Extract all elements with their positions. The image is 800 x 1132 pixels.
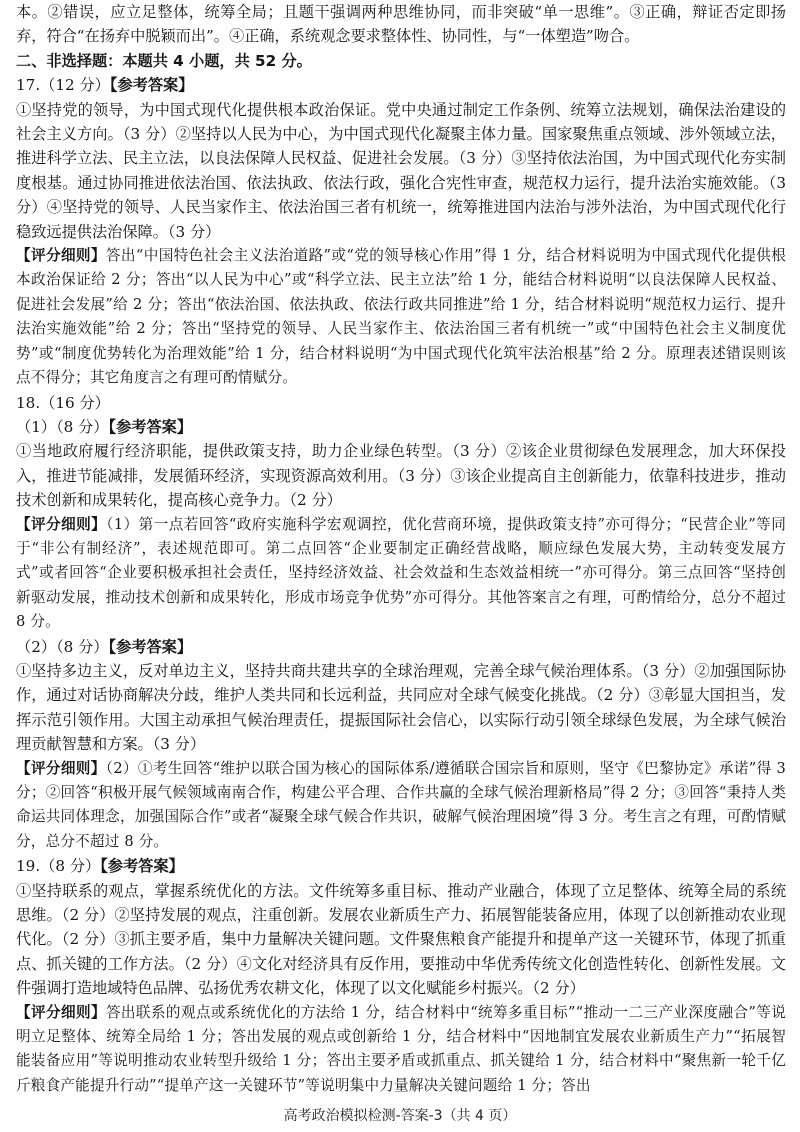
q18-part1-rule-tag: 【评分细则】 xyxy=(16,515,107,533)
q17-rule-tag: 【评分细则】 xyxy=(16,247,106,265)
q18-part2-scoring-rule xyxy=(16,757,786,855)
q18-part2-answer-tag: 【参考答案】 xyxy=(108,637,193,656)
q18-part2-answer: ①坚持多边主义，反对单边主义，坚持共商共建共享的全球治理观，完善全球气候治理体系。（3 分）②加强国际协作，通过对话协商解决分歧，维护人类共同和长远利益，共同应对全球气候变化挑战。（2 分）③彰显大国担当，发挥示范引领作用。大国主动承担气候治理责任，提振国际社会信心，以实际行动引领全球绿色发展，为全球气候治理贡献智慧和方案。（3 分） xyxy=(16,661,786,754)
q17-scoring-rule xyxy=(16,244,786,390)
q17-rule-text: 答出“中国特色社会主义法治道路”或“党的领导核心作用”得 1 分，结合材料说明为中国式现代化提供根本政治保证给 2 分；答出“以人民为中心”或“科学立法、民主立法”给 1 分，能结合材料说明“以良法保障人民权益、促进社会发展”给 2 分；答出“依法治国、依法执政、依法行政共同推进”给 1 分，结合材料说明“规范权力运行、提升法治实施效能”给 2 分；答出“坚持党的领导、人民当家作主、依法治国三者有机统一”或“中国特色社会主义制度优势”或“制度优势转化为治理效能”给 1 分，结合材料说明“为中国式现代化筑牢法治根基”给 2 分。原理表述错误则该点不得分；其它角度言之有理可酌情赋分。 xyxy=(16,247,786,387)
q17-answer: ①坚持党的领导，为中国式现代化提供根本政治保证。党中央通过制定工作条例、统筹立法规划，确保法治建设的社会主义方向。（3 分）②坚持以人民为中心，为中国式现代化凝聚主体力量。国家聚焦重点领域、涉外领域立法，推进科学立法、民主立法，以良法保障人民权益、促进社会发展。（3 分）③坚持依法治国，为中国式现代化夯实制度根基。通过协同推进依法治国、依法执政、依法行政，强化合宪性审查，规范权力运行，提升法治实施效能。（3 分）④坚持党的领导、人民当家作主、依法治国三者有机统一，统筹推进国内法治与涉外法治，为中国式现代化行稳致远提供法治保障。（3 分） xyxy=(16,100,786,241)
section-title: 二、非选择题：本题共 4 小题，共 52 分。 xyxy=(16,51,312,70)
q18-part1-scoring-rule xyxy=(16,513,786,635)
q19-rule-tag: 【评分细则】 xyxy=(16,1003,106,1021)
page-footer: 高考政治模拟检测-答案-3（共 4 页） xyxy=(283,1107,517,1124)
q19-rule-text: 答出联系的观点或系统优化的方法给 1 分，结合材料中“统筹多重目标”“推动一二三产业深度融合”等说明立足整体、统筹全局给 1 分；答出发展的观点或创新给 1 分，结合材料中“因地制宜发展农业新质生产力”“拓展智能装备应用”等说明推动农业转型升级给 1 分；答出主要矛盾或抓重点、抓关键给 1 分，结合材料中“聚焦新一轮千亿斤粮食产能提升行动”“提单产这一关键环节”等说明集中力量解决关键问题给 1 分；答出 xyxy=(16,1003,786,1094)
q17-number: 17.（12 分） xyxy=(16,76,110,95)
q19-header xyxy=(16,854,786,878)
q19-answer-tag: 【参考答案】 xyxy=(100,857,184,876)
q18-part1-answer-tag: 【参考答案】 xyxy=(108,417,193,436)
q18-part1-answer: ①当地政府履行经济职能，提供政策支持，助力企业绿色转型。（3 分）②该企业贯彻绿色发展理念，加大环保投入，推进节能减排，发展循环经济，实现资源高效利用。（3 分）③该企业提高自主创新能力，依靠科技进步，推动技术创新和成果转化，提高核心竞争力。（2 分） xyxy=(16,442,786,510)
q18-number: 18.（16 分） xyxy=(16,393,110,412)
prev-answer-continuation: 本。②错误，应立足整体，统筹全局；且题干强调两种思维协同，而非突破“单一思维”。③正确，辩证否定即扬弃，符合“在扬弃中脱颖而出”。④正确，系统观念要求整体性、协同性，与“一体塑造”吻合。 xyxy=(16,3,786,46)
q19-answer: ①坚持联系的观点，掌握系统优化的方法。文件统筹多重目标、推动产业融合，体现了立足整体、统筹全局的系统思维。（2 分）②坚持发展的观点，注重创新。发展农业新质生产力、拓展智能装备应用，体现了以创新推动农业现代化。（2 分）③抓主要矛盾，集中力量解决关键问题。文件聚焦粮食产能提升和提单产这一关键环节，体现了抓重点、抓关键的工作方法。（2 分）④文化对经济具有反作用，要推动中华优秀传统文化创造性转化、创新性发展。文件强调打造地域特色品牌、弘扬优秀农耕文化，体现了以文化赋能乡村振兴。（2 分） xyxy=(16,881,786,998)
q18-part2-rule-tag: 【评分细则】 xyxy=(16,759,106,777)
q17-header xyxy=(16,73,786,97)
q18-part2-rule-text: （2）①考生回答“维护以联合国为核心的国际体系/遵循联合国宗旨和原则，坚守《巴黎协定》承诺”得 3 分；②回答“积极开展气候领域南南合作，构建公平合理、合作共赢的全球气候治理新格局”得 2 分；③回答“秉持人类命运共同体理念，加强国际合作”或者“凝聚全球气候合作共识，破解气候治理困境”得 3 分。考生言之有理，可酌情赋分，总分不超过 8 分。 xyxy=(16,759,786,850)
q18-part2-score: （2）（8 分） xyxy=(16,637,109,656)
q19-number: 19.（8 分） xyxy=(16,857,101,876)
q19-scoring-rule xyxy=(16,1001,786,1099)
q17-answer-tag: 【参考答案】 xyxy=(109,76,194,95)
q18-part2-header xyxy=(16,635,786,659)
q18-part1-header xyxy=(16,415,786,439)
q18-part1-rule-text: （1）第一点若回答“政府实施科学宏观调控，优化营商环境，提供政策支持”亦可得分；“民营企业”等同于“非公有制经济”，表述规范即可。第二点回答“企业要制定正确经营战略，顺应绿色发展大势，主动转变发展方式”或者回答“企业要积极承担社会责任，坚持经济效益、社会效益和生态效益相统一”亦可得分。第三点回答“坚持创新驱动发展，推动技术创新和成果转化，形成市场竞争优势”亦可得分。其他答案言之有理，可酌情给分，总分不超过 8 分。 xyxy=(16,515,787,631)
q18-part1-score: （1）（8 分） xyxy=(16,417,109,436)
